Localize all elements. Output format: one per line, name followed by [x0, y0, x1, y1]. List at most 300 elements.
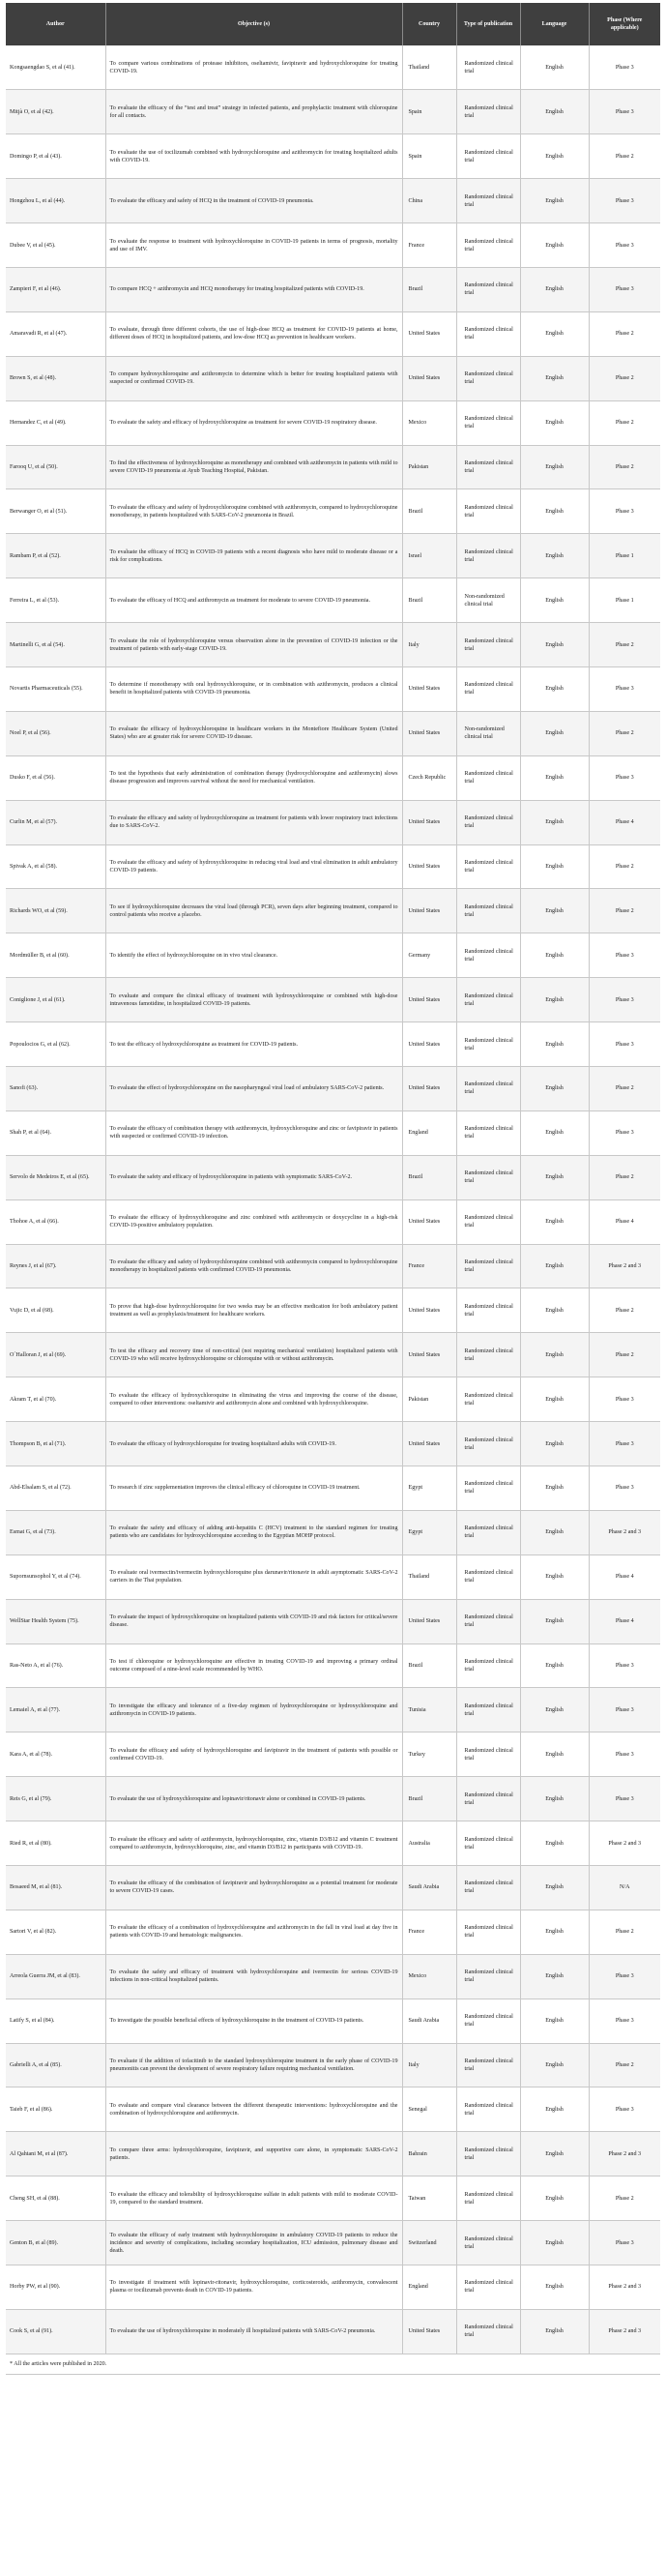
cell-country: Egypt	[402, 1510, 456, 1554]
header-language: Language	[520, 3, 589, 45]
cell-type: Randomized clinical trial	[456, 1866, 520, 1910]
cell-phase: Phase 4	[589, 1199, 660, 1244]
cell-author: Ferreira L, et al (53).	[6, 578, 105, 623]
cell-language: English	[520, 2309, 589, 2354]
cell-type: Randomized clinical trial	[456, 1777, 520, 1821]
cell-type: Randomized clinical trial	[456, 179, 520, 223]
table-row	[6, 1732, 660, 1777]
cell-type: Randomized clinical trial	[456, 223, 520, 268]
cell-type: Randomized clinical trial	[456, 1466, 520, 1511]
cell-type: Randomized clinical trial	[456, 1510, 520, 1554]
cell-phase: Phase 2 and 3	[589, 1244, 660, 1288]
cell-phase: Phase 3	[589, 933, 660, 978]
cell-type: Randomized clinical trial	[456, 1599, 520, 1643]
cell-type: Randomized clinical trial	[456, 1910, 520, 1954]
cell-phase: Phase 3	[589, 978, 660, 1022]
cell-objective: To evaluate the efficacy and safety of azithromycin, hydroxychloroquine, zinc, vitamin D3/B12 and vitamin C treatment compared to azithromycin, hydroxychloroquine, zinc, and vitamin D3/B12 in participants with COVID-19.	[105, 1821, 402, 1866]
cell-country: United States	[402, 1022, 456, 1067]
cell-objective: To investigate the possible beneficial effects of hydroxychloroquine in the treatment of COVID-19 patients.	[105, 1999, 402, 2043]
cell-objective: To evaluate the efficacy of hydroxychloroquine for treating hospitalized adults with COVID-19.	[105, 1422, 402, 1466]
cell-phase: Phase 3	[589, 666, 660, 711]
cell-country: Spain	[402, 90, 456, 134]
cell-objective: To evaluate the efficacy of hydroxychloroquine in eliminating the virus and improving the course of the disease, compared to other interventions: oseltamivir and azithromycin alone and combined with hydroxychloroquine.	[105, 1377, 402, 1422]
cell-objective: To evaluate the efficacy and safety of hydroxychloroquine as treatment for patients with lower respiratory tract infections due to SARS-CoV-2.	[105, 800, 402, 844]
cell-type: Randomized clinical trial	[456, 1377, 520, 1422]
cell-author: Ried R, et al (80).	[6, 1821, 105, 1866]
cell-language: English	[520, 1510, 589, 1554]
cell-type: Randomized clinical trial	[456, 45, 520, 90]
table-row	[6, 311, 660, 356]
cell-phase: Phase 2	[589, 889, 660, 933]
cell-type: Randomized clinical trial	[456, 2309, 520, 2354]
cell-type: Randomized clinical trial	[456, 933, 520, 978]
cell-country: Saudi Arabia	[402, 1866, 456, 1910]
table-row	[6, 844, 660, 889]
cell-language: English	[520, 889, 589, 933]
cell-objective: To evaluate the impact of hydroxychloroquine on hospitalized patients with COVID-19 and risk factors for critical/severe disease.	[105, 1599, 402, 1643]
cell-type: Randomized clinical trial	[456, 666, 520, 711]
cell-country: United States	[402, 844, 456, 889]
cell-objective: To evaluate the efficacy of the “test and treat” strategy in infected patients, and prophylactic treatment with chloroquine for all contacts.	[105, 90, 402, 134]
cell-country: United States	[402, 1599, 456, 1643]
cell-phase: Phase 2	[589, 2043, 660, 2087]
cell-type: Randomized clinical trial	[456, 1954, 520, 1999]
cell-type: Randomized clinical trial	[456, 2176, 520, 2221]
cell-objective: To compare hydroxychloroquine and azithromycin to determine which is better for treating hospitalized patients with suspected or confirmed COVID-19.	[105, 356, 402, 400]
cell-objective: To evaluate the safety and efficacy of adding anti-hepatitis C (HCV) treatment to the standard regimen for treating patients who are candidates for hydroxychloroquine according to the Egyptian MOHP protocol.	[105, 1510, 402, 1554]
cell-author: Shah P, et al (64).	[6, 1110, 105, 1155]
cell-type: Randomized clinical trial	[456, 90, 520, 134]
cell-phase: Phase 3	[589, 1643, 660, 1688]
cell-country: China	[402, 179, 456, 223]
cell-language: English	[520, 1821, 589, 1866]
cell-objective: To compare various combinations of protease inhibitors, oseltamivir, favipiravir and hydroxychloroquine for treating COVID-19.	[105, 45, 402, 90]
cell-type: Randomized clinical trial	[456, 978, 520, 1022]
table-row	[6, 1599, 660, 1643]
cell-country: Italy	[402, 623, 456, 667]
cell-type: Randomized clinical trial	[456, 311, 520, 356]
cell-type: Randomized clinical trial	[456, 1110, 520, 1155]
cell-author: Kongsaengdao S, et al (41).	[6, 45, 105, 90]
cell-phase: Phase 3	[589, 223, 660, 268]
cell-language: English	[520, 2043, 589, 2087]
cell-language: English	[520, 445, 589, 489]
cell-country: England	[402, 2265, 456, 2310]
table-row	[6, 978, 660, 1022]
cell-author: Noel P, et al (56).	[6, 711, 105, 755]
cell-author: Reis G, et al (79).	[6, 1777, 105, 1821]
table-row	[6, 2176, 660, 2221]
cell-type: Randomized clinical trial	[456, 2087, 520, 2132]
cell-objective: To evaluate and compare the clinical efficacy of treatment with hydroxychloroquine or combined with high-dose intravenous famotidine, in hospitalized COVID-19 patients.	[105, 978, 402, 1022]
cell-type: Randomized clinical trial	[456, 800, 520, 844]
cell-type: Randomized clinical trial	[456, 889, 520, 933]
cell-objective: To compare three arms: hydroxychloroquine, favipiravir, and supportive care alone, in symptomatic SARS-CoV-2 patients.	[105, 2132, 402, 2176]
cell-country: Czech Republic	[402, 755, 456, 800]
articles-table-container	[6, 3, 660, 2375]
cell-language: English	[520, 711, 589, 755]
cell-author: Lemaiel A, et al (77).	[6, 1688, 105, 1732]
cell-phase: Phase 3	[589, 1466, 660, 1511]
cell-author: Farooq U, et al (50).	[6, 445, 105, 489]
table-row	[6, 400, 660, 445]
cell-objective: To evaluate the safety and efficacy of hydroxychloroquine as treatment for severe COVID-19 respiratory disease.	[105, 400, 402, 445]
cell-author: Spivak A, et al (58).	[6, 844, 105, 889]
cell-type: Non-randomized clinical trial	[456, 578, 520, 623]
cell-objective: To evaluate the efficacy and safety of hydroxychloroquine and favipiravir in the treatment of patients with possible or confirmed COVID-19.	[105, 1732, 402, 1777]
table-row	[6, 267, 660, 311]
cell-type: Randomized clinical trial	[456, 1422, 520, 1466]
cell-objective: To evaluate the efficacy of hydroxychloroquine and zinc combined with azithromycin or doxycycline in a high-risk COVID-19-positive ambulatory population.	[105, 1199, 402, 1244]
cell-type: Randomized clinical trial	[456, 534, 520, 578]
table-row	[6, 1110, 660, 1155]
cell-country: Brazil	[402, 267, 456, 311]
cell-phase: Phase 3	[589, 1999, 660, 2043]
cell-author: Thohoe A, et al (66).	[6, 1199, 105, 1244]
cell-phase: Phase 4	[589, 1599, 660, 1643]
cell-phase: Phase 3	[589, 1022, 660, 1067]
cell-language: English	[520, 933, 589, 978]
cell-language: English	[520, 666, 589, 711]
cell-author: Supornsunsophol Y, et al (74).	[6, 1554, 105, 1599]
cell-country: Israel	[402, 534, 456, 578]
cell-type: Randomized clinical trial	[456, 1199, 520, 1244]
cell-country: United States	[402, 2309, 456, 2354]
cell-type: Randomized clinical trial	[456, 1821, 520, 1866]
table-row	[6, 1066, 660, 1110]
table-row	[6, 179, 660, 223]
cell-phase: Phase 3	[589, 179, 660, 223]
table-row	[6, 2132, 660, 2176]
cell-language: English	[520, 578, 589, 623]
table-row	[6, 1422, 660, 1466]
cell-objective: To see if hydroxychloroquine decreases the viral load (through PCR), seven days after beginning treatment, compared to control patients who receive a placebo.	[105, 889, 402, 933]
header-type: Type of publication	[456, 3, 520, 45]
cell-author: Abd-Elsalam S, et al (72).	[6, 1466, 105, 1511]
table-row	[6, 1954, 660, 1999]
cell-type: Randomized clinical trial	[456, 1554, 520, 1599]
cell-type: Randomized clinical trial	[456, 356, 520, 400]
cell-language: English	[520, 489, 589, 534]
cell-author: Servolo de Medeiros E, et al (65).	[6, 1155, 105, 1199]
cell-language: English	[520, 223, 589, 268]
cell-language: English	[520, 2176, 589, 2221]
table-row	[6, 1199, 660, 1244]
cell-country: Brazil	[402, 578, 456, 623]
table-row	[6, 1377, 660, 1422]
cell-objective: To evaluate if the addition of tofacitinib to the standard hydroxychloroquine treatment in the early phase of COVID-19 pneumonitis can prevent the development of severe respiratory failure requiring mechanical ventilation.	[105, 2043, 402, 2087]
cell-objective: To test the efficacy of hydroxychloroquine as treatment for COVID-19 patients.	[105, 1022, 402, 1067]
cell-objective: To investigate if treatment with lopinavir-ritonavir, hydroxychloroquine, corticosteroids, azithromycin, convalescent plasma or tocilizumab prevents death in COVID-19 patients.	[105, 2265, 402, 2310]
cell-type: Randomized clinical trial	[456, 489, 520, 534]
cell-author: Mordmüller B, et al (60).	[6, 933, 105, 978]
cell-author: Mitjà O, et al (42).	[6, 90, 105, 134]
cell-phase: Phase 3	[589, 1377, 660, 1422]
cell-language: English	[520, 1732, 589, 1777]
cell-objective: To evaluate the safety and efficacy of hydroxychloroquine in patients with symptomatic SARS-CoV-2.	[105, 1155, 402, 1199]
cell-objective: To evaluate the safety and efficacy of treatment with hydroxychloroquine and ivermectin for serious COVID-19 infections in non-critical hospitalized patients.	[105, 1954, 402, 1999]
cell-phase: Phase 3	[589, 1688, 660, 1732]
cell-country: England	[402, 1110, 456, 1155]
cell-author: Cook S, et al (91).	[6, 2309, 105, 2354]
cell-objective: To research if zinc supplementation improves the clinical efficacy of chloroquine in COVID-19 treatment.	[105, 1466, 402, 1511]
cell-language: English	[520, 1244, 589, 1288]
cell-language: English	[520, 1466, 589, 1511]
cell-phase: Phase 2	[589, 1066, 660, 1110]
cell-country: United States	[402, 1422, 456, 1466]
cell-country: Senegal	[402, 2087, 456, 2132]
cell-objective: To evaluate the efficacy and safety of HCQ in the treatment of COVID-19 pneumonia.	[105, 179, 402, 223]
cell-objective: To evaluate the use of hydroxychloroquine in moderately ill hospitalized patients with SARS-CoV-2 pneumonia.	[105, 2309, 402, 2354]
cell-country: United States	[402, 1333, 456, 1377]
cell-language: English	[520, 978, 589, 1022]
cell-language: English	[520, 1688, 589, 1732]
table-row	[6, 534, 660, 578]
cell-country: United States	[402, 666, 456, 711]
cell-author: Martinelli G, et al (54).	[6, 623, 105, 667]
cell-objective: To investigate the efficacy and tolerance of a five-day regimen of hydroxychloroquine or hydroxychloroquine and azithromycin in COVID-19 patients.	[105, 1688, 402, 1732]
cell-objective: To evaluate the efficacy of early treatment with hydroxychloroquine in ambulatory COVID-19 patients to reduce the incidence and severity of complications, including secondary hospitalization, ICU admission, pulmonary disease and death.	[105, 2221, 402, 2265]
cell-author: Dubee V, et al (45).	[6, 223, 105, 268]
cell-objective: To evaluate the effect of hydroxychloroquine on the nasopharyngeal viral load of ambulatory SARS-CoV-2 patients.	[105, 1066, 402, 1110]
cell-country: France	[402, 1244, 456, 1288]
table-row	[6, 1866, 660, 1910]
cell-author: Esmat G, et al (73).	[6, 1510, 105, 1554]
cell-objective: To evaluate the use of tocilizumab combined with hydroxychloroquine and azithromycin for treating hospitalized adults with COVID-19.	[105, 134, 402, 179]
cell-phase: Phase 1	[589, 578, 660, 623]
cell-objective: To evaluate the efficacy of HCQ in COVID-19 patients with a recent diagnosis who have mild to moderate disease or a risk for complications.	[105, 534, 402, 578]
cell-type: Randomized clinical trial	[456, 1155, 520, 1199]
cell-objective: To evaluate the use of hydroxychloroquine and lopinavir/ritonavir alone or combined in COVID-19 patients.	[105, 1777, 402, 1821]
cell-country: United States	[402, 889, 456, 933]
cell-language: English	[520, 2132, 589, 2176]
cell-country: United States	[402, 1288, 456, 1333]
table-row	[6, 90, 660, 134]
cell-phase: Phase 3	[589, 1954, 660, 1999]
cell-country: United States	[402, 1199, 456, 1244]
cell-phase: Phase 2	[589, 623, 660, 667]
table-row	[6, 2309, 660, 2354]
table-row	[6, 1022, 660, 1067]
cell-country: Pakistan	[402, 445, 456, 489]
table-row	[6, 489, 660, 534]
cell-phase: Phase 2 and 3	[589, 2132, 660, 2176]
cell-language: English	[520, 45, 589, 90]
cell-author: Hongzhou L, et al (44).	[6, 179, 105, 223]
cell-country: Switzerland	[402, 2221, 456, 2265]
cell-country: Brazil	[402, 1777, 456, 1821]
cell-type: Randomized clinical trial	[456, 1688, 520, 1732]
cell-objective: To evaluate the efficacy of hydroxychloroquine in healthcare workers in the Montefiore Healthcare System (United States) who are at greater risk for severe COVID-19 disease.	[105, 711, 402, 755]
cell-phase: Phase 3	[589, 755, 660, 800]
cell-country: United States	[402, 978, 456, 1022]
cell-language: English	[520, 1866, 589, 1910]
cell-author: Coniglione J, et al (61).	[6, 978, 105, 1022]
cell-language: English	[520, 2221, 589, 2265]
cell-country: Thailand	[402, 1554, 456, 1599]
cell-phase: Phase 2	[589, 844, 660, 889]
cell-country: Turkey	[402, 1732, 456, 1777]
cell-language: English	[520, 1199, 589, 1244]
table-row	[6, 1910, 660, 1954]
cell-type: Randomized clinical trial	[456, 1732, 520, 1777]
cell-author: Al Qahtani M, et al (87).	[6, 2132, 105, 2176]
table-row	[6, 933, 660, 978]
cell-author: Hernandez C, et al (49).	[6, 400, 105, 445]
table-footnote: * All the articles were published in 2020.	[6, 2354, 660, 2375]
table-row	[6, 755, 660, 800]
cell-language: English	[520, 1910, 589, 1954]
table-row	[6, 45, 660, 90]
cell-author: Taieb F, et al (86).	[6, 2087, 105, 2132]
cell-country: Pakistan	[402, 1377, 456, 1422]
table-row	[6, 2087, 660, 2132]
cell-author: Sartori V, et al (82).	[6, 1910, 105, 1954]
cell-type: Randomized clinical trial	[456, 1333, 520, 1377]
table-row	[6, 2265, 660, 2310]
cell-phase: Phase 2	[589, 134, 660, 179]
cell-language: English	[520, 356, 589, 400]
cell-objective: To prove that high-dose hydroxychloroquine for two weeks may be an effective medication for both ambulatory patient treatment as well as prophylaxis/treatment for healthcare workers.	[105, 1288, 402, 1333]
cell-phase: Phase 2	[589, 711, 660, 755]
cell-phase: Phase 3	[589, 2221, 660, 2265]
cell-phase: Phase 2	[589, 1288, 660, 1333]
cell-language: English	[520, 400, 589, 445]
table-row	[6, 223, 660, 268]
cell-type: Randomized clinical trial	[456, 1244, 520, 1288]
cell-phase: Phase 3	[589, 2087, 660, 2132]
cell-type: Randomized clinical trial	[456, 2221, 520, 2265]
cell-objective: To evaluate the response to treatment with hydroxychloroquine in COVID-19 patients in terms of prognosis, mortality and use of IMV.	[105, 223, 402, 268]
table-row	[6, 1777, 660, 1821]
header-author: Author	[6, 3, 105, 45]
cell-objective: To evaluate oral ivermectin/ivermectin hydroxychloroquine plus darunavir/ritonavir in adult asymptomatic SARS-CoV-2 carriers in the Thai population.	[105, 1554, 402, 1599]
table-header	[6, 3, 660, 45]
cell-language: English	[520, 623, 589, 667]
cell-phase: Phase 3	[589, 489, 660, 534]
cell-author: Vujic D, et al (68).	[6, 1288, 105, 1333]
cell-phase: Phase 2 and 3	[589, 1821, 660, 1866]
cell-language: English	[520, 1155, 589, 1199]
cell-author: Amaravadi R, et al (47).	[6, 311, 105, 356]
header-country: Country	[402, 3, 456, 45]
cell-phase: Phase 2	[589, 1333, 660, 1377]
table-row	[6, 1999, 660, 2043]
cell-objective: To evaluate the role of hydroxychloroquine versus observation alone in the prevention of COVID-19 infection or the treatment of patients with early-stage COVID-19.	[105, 623, 402, 667]
cell-phase: Phase 2	[589, 2176, 660, 2221]
table-row	[6, 1643, 660, 1688]
cell-language: English	[520, 1777, 589, 1821]
cell-type: Randomized clinical trial	[456, 1288, 520, 1333]
cell-country: France	[402, 1910, 456, 1954]
cell-objective: To evaluate and compare viral clearance between the different therapeutic interventions: hydroxychloroquine and the combination of hydroxychloroquine and azithromycin.	[105, 2087, 402, 2132]
cell-language: English	[520, 1022, 589, 1067]
cell-objective: To evaluate the efficacy and tolerability of hydroxychloroquine sulfate in adult patients with mild to moderate COVID-19, compared to the standard treatment.	[105, 2176, 402, 2221]
cell-country: Italy	[402, 2043, 456, 2087]
cell-language: English	[520, 2265, 589, 2310]
cell-language: English	[520, 1066, 589, 1110]
cell-country: United States	[402, 1066, 456, 1110]
cell-language: English	[520, 1599, 589, 1643]
cell-language: English	[520, 179, 589, 223]
cell-author: Berwanger O, et al (51).	[6, 489, 105, 534]
cell-phase: Phase 3	[589, 90, 660, 134]
header-phase: Phase (Where applicable)	[589, 3, 660, 45]
cell-type: Randomized clinical trial	[456, 2043, 520, 2087]
cell-objective: To test the efficacy and recovery time of non-critical (not requiring mechanical ventilation) hospitalized patients with COVID-19 who will receive hydroxychloroquine or chloroquine with or without azithromycin.	[105, 1333, 402, 1377]
header-objective: Objective (s)	[105, 3, 402, 45]
cell-author: Gabrielli A, et al (85).	[6, 2043, 105, 2087]
cell-language: English	[520, 755, 589, 800]
cell-language: English	[520, 1643, 589, 1688]
table-row	[6, 666, 660, 711]
cell-language: English	[520, 2087, 589, 2132]
cell-author: Reynes J, et al (67).	[6, 1244, 105, 1288]
cell-country: Egypt	[402, 1466, 456, 1511]
cell-phase: N/A	[589, 1866, 660, 1910]
cell-phase: Phase 3	[589, 1110, 660, 1155]
cell-country: Brazil	[402, 1155, 456, 1199]
cell-type: Randomized clinical trial	[456, 2265, 520, 2310]
cell-language: English	[520, 134, 589, 179]
cell-language: English	[520, 1377, 589, 1422]
cell-country: Saudi Arabia	[402, 1999, 456, 2043]
table-row	[6, 1554, 660, 1599]
cell-type: Randomized clinical trial	[456, 755, 520, 800]
cell-author: Horby PW, et al (90).	[6, 2265, 105, 2310]
cell-objective: To evaluate the efficacy of HCQ and azithromycin as treatment for moderate to severe COVID-19 pneumonia.	[105, 578, 402, 623]
cell-language: English	[520, 267, 589, 311]
cell-author: Brown S, et al (48).	[6, 356, 105, 400]
cell-objective: To compare HCQ + azithromycin and HCQ monotherapy for treating hospitalized patients with COVID-19.	[105, 267, 402, 311]
cell-type: Randomized clinical trial	[456, 267, 520, 311]
table-row	[6, 1688, 660, 1732]
table-row	[6, 1466, 660, 1511]
cell-phase: Phase 1	[589, 534, 660, 578]
articles-table	[6, 3, 660, 2354]
cell-country: Australia	[402, 1821, 456, 1866]
cell-author: Curlin M, et al (57).	[6, 800, 105, 844]
cell-phase: Phase 2 and 3	[589, 1510, 660, 1554]
table-row	[6, 623, 660, 667]
cell-objective: To evaluate, through three different cohorts, the use of high-dose HCQ as treatment for COVID-19 patients at home, different doses of HCQ in hospitalized patients, and low-dose HCQ as prevention in healthcare workers.	[105, 311, 402, 356]
table-row	[6, 800, 660, 844]
cell-objective: To evaluate the efficacy of the combination of favipiravir and hydroxychloroquine as a potential treatment for moderate to severe COVID-19 cases.	[105, 1866, 402, 1910]
table-row	[6, 1821, 660, 1866]
cell-country: Taiwan	[402, 2176, 456, 2221]
cell-type: Randomized clinical trial	[456, 1066, 520, 1110]
cell-objective: To evaluate the efficacy and safety of hydroxychloroquine combined with azithromycin compared to hydroxychloroquine monotherapy in hospitalized patients with confirmed COVID-19 pneumonia.	[105, 1244, 402, 1288]
cell-author: Arreola Guerra JM, et al (83).	[6, 1954, 105, 1999]
cell-author: Sanofi (63).	[6, 1066, 105, 1110]
cell-country: United States	[402, 356, 456, 400]
cell-language: English	[520, 800, 589, 844]
cell-country: Thailand	[402, 45, 456, 90]
cell-country: United States	[402, 711, 456, 755]
cell-type: Randomized clinical trial	[456, 623, 520, 667]
cell-language: English	[520, 1999, 589, 2043]
cell-country: Tunisia	[402, 1688, 456, 1732]
cell-phase: Phase 4	[589, 1554, 660, 1599]
cell-author: WellStar Health System (75).	[6, 1599, 105, 1643]
cell-author: Cheng SH, et al (88).	[6, 2176, 105, 2221]
cell-country: Brazil	[402, 1643, 456, 1688]
cell-objective: To evaluate the efficacy and safety of hydroxychloroquine in reducing viral load and viral elimination in adult ambulatory COVID-19 patients.	[105, 844, 402, 889]
table-row	[6, 1510, 660, 1554]
cell-language: English	[520, 311, 589, 356]
cell-objective: To find the effectiveness of hydroxychloroquine as monotherapy and combined with azithromycin in patients with mild to severe COVID-19 pneumonia at Ayub Teaching Hospital, Pakistan.	[105, 445, 402, 489]
cell-language: English	[520, 1422, 589, 1466]
